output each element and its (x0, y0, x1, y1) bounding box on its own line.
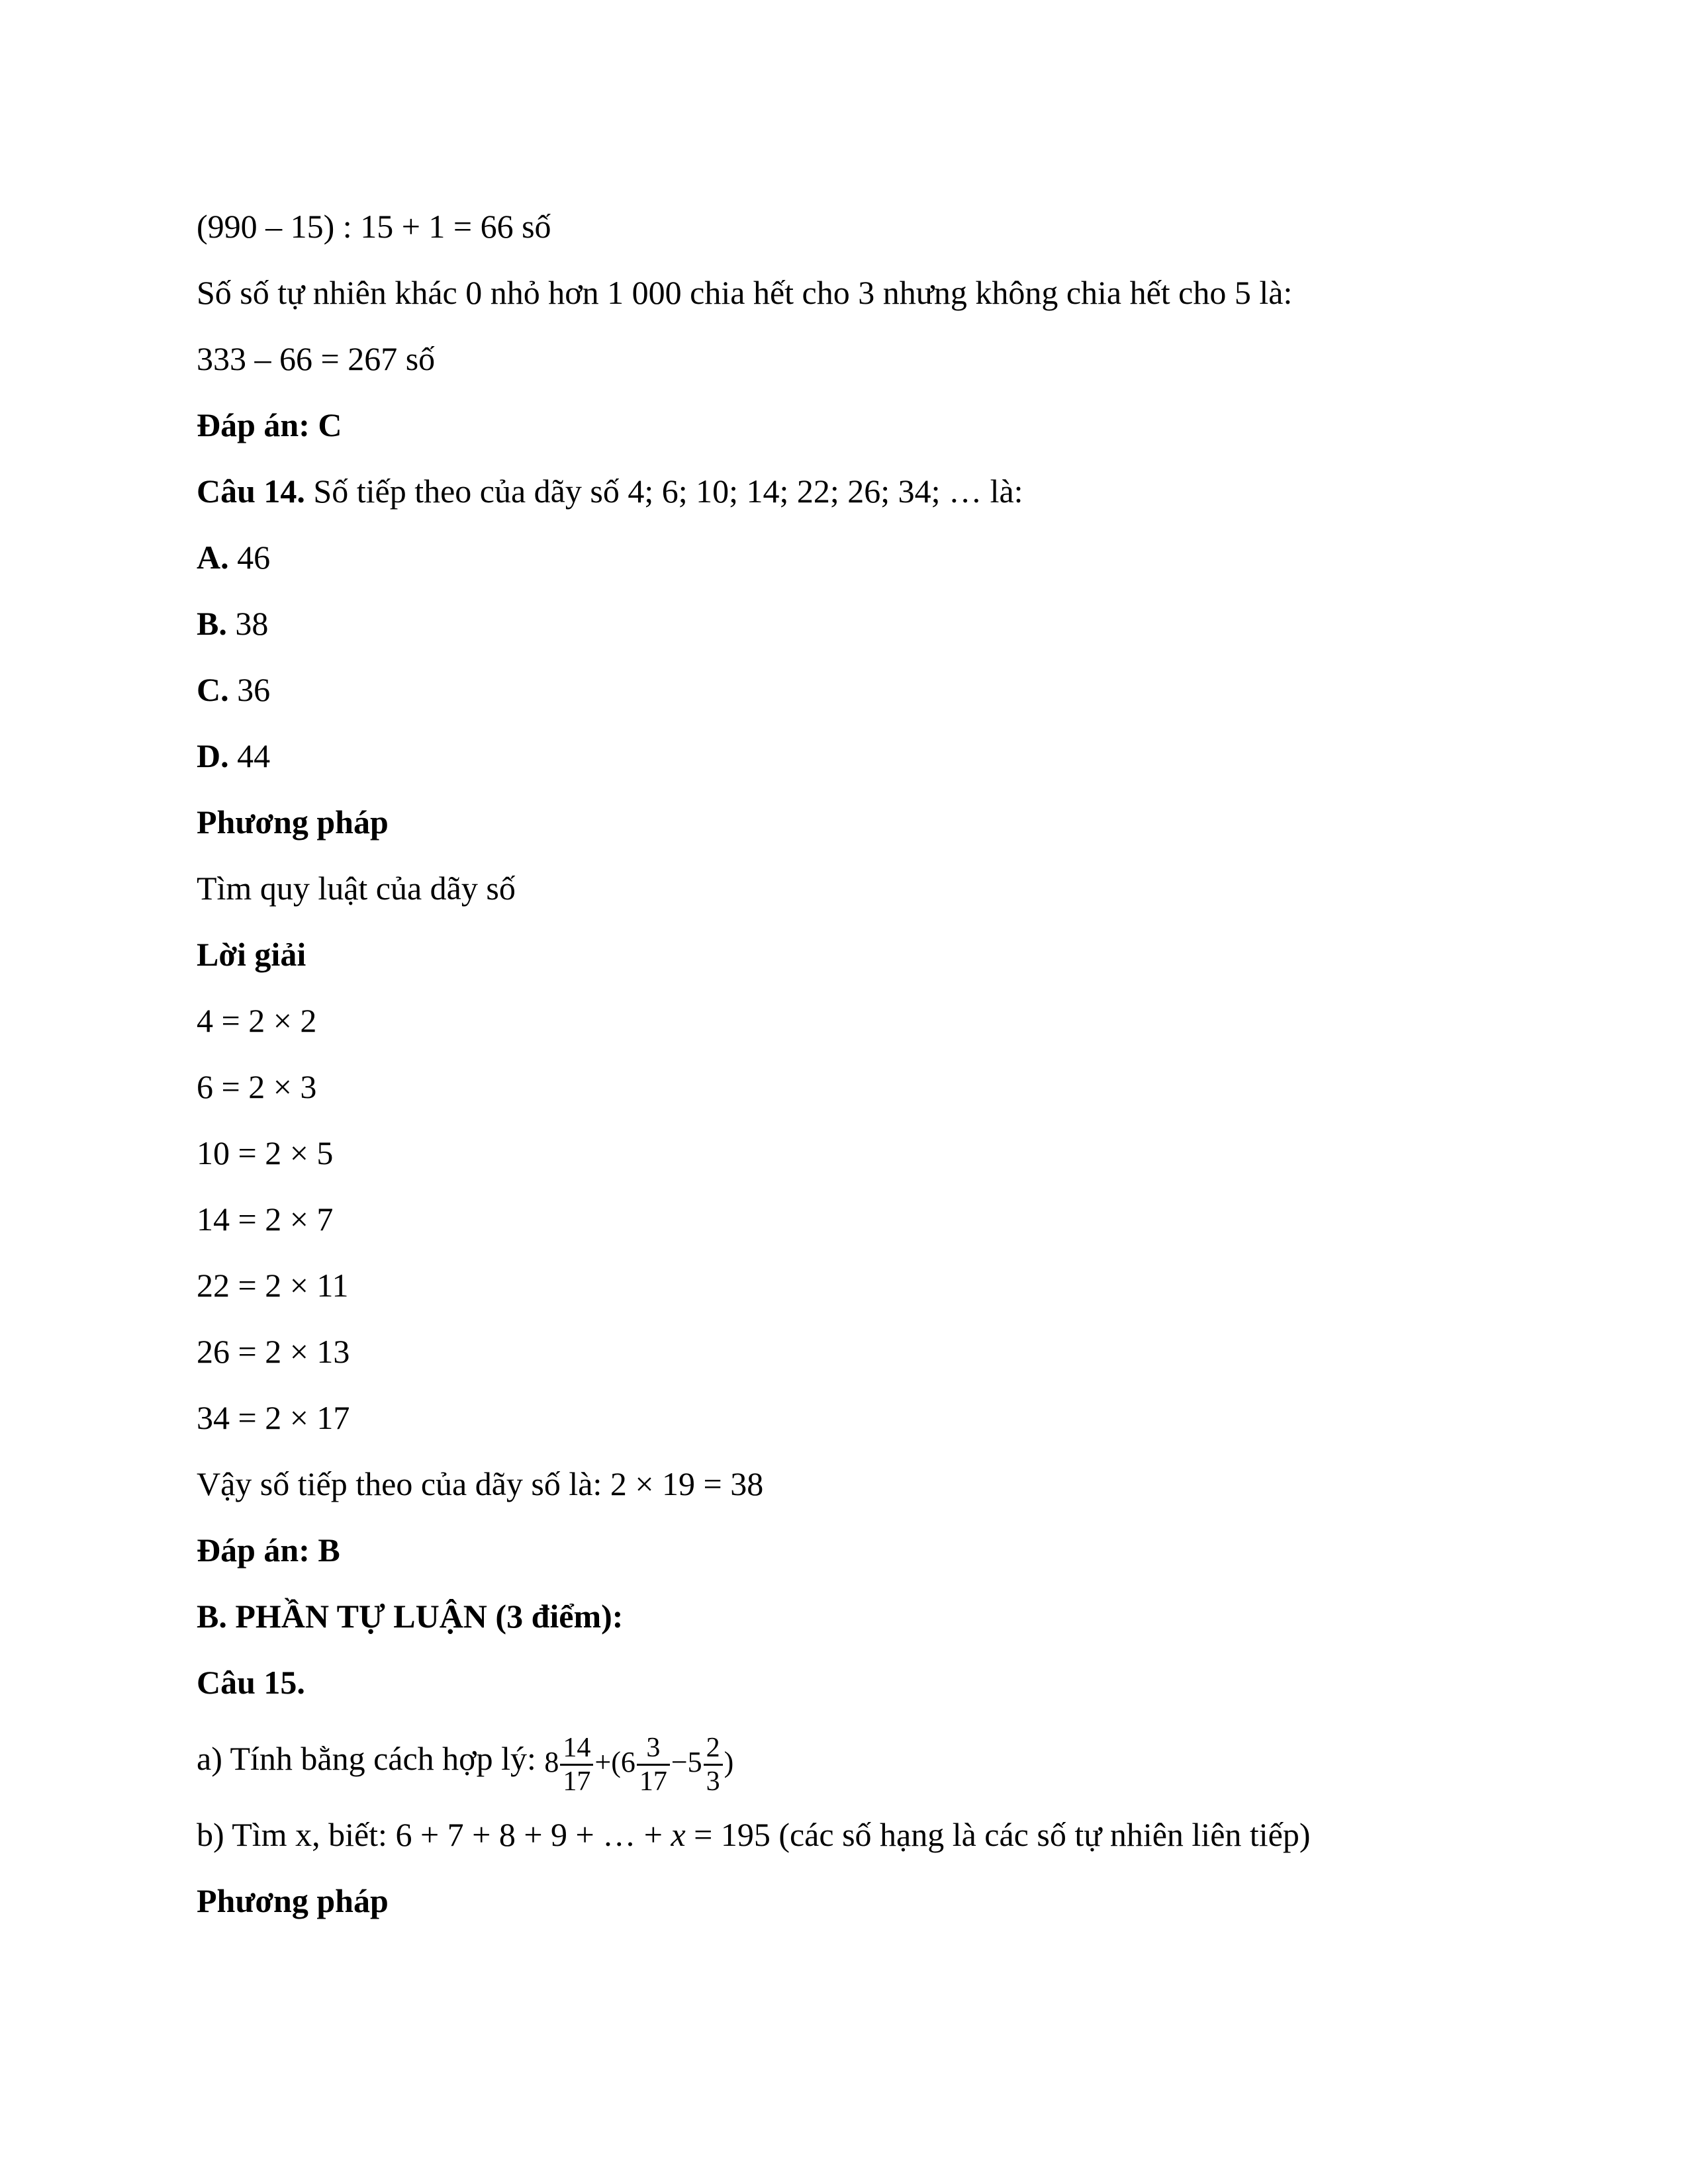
conclusion-q14: Vậy số tiếp theo của dãy số là: 2 × 19 = 38 (197, 1465, 764, 1502)
part-b-post: = 195 (các số hạng là các số tự nhiên liên tiếp) (685, 1816, 1311, 1853)
option-d (197, 723, 1507, 789)
question-14-label: Câu 14. (197, 473, 305, 510)
close-paren: ) (724, 1745, 734, 1778)
option-value: 38 (226, 605, 269, 642)
solution-step: 4 = 2 × 2 (197, 1002, 317, 1039)
denominator: 17 (563, 1766, 591, 1797)
question-14-text: Số tiếp theo của dãy số 4; 6; 10; 14; 22; 26; 34; … là: (305, 473, 1023, 510)
solution-step: 22 = 2 × 11 (197, 1267, 349, 1304)
option-value: 44 (228, 737, 271, 774)
whole-8: 8 (544, 1745, 559, 1778)
part-a-text: a) Tính bằng cách hợp lý: (197, 1740, 545, 1777)
fraction-14-17 (560, 1732, 593, 1797)
option-a (197, 524, 1507, 590)
option-letter: B. (197, 605, 227, 642)
question-14 (197, 458, 1507, 524)
variable-x: x (671, 1816, 686, 1853)
fraction-3-17 (637, 1732, 670, 1797)
question-15-label: Câu 15. (197, 1664, 305, 1701)
calc-line-267: 333 – 66 = 267 số (197, 340, 436, 377)
method-heading-q14: Phương pháp (197, 803, 389, 841)
part-b-pre: b) Tìm x, biết: 6 + 7 + 8 + 9 + … + (197, 1816, 671, 1853)
section-b-heading: B. PHẦN TỰ LUẬN (3 điểm): (197, 1598, 624, 1635)
solution-heading-q14: Lời giải (197, 936, 306, 973)
option-letter: A. (197, 539, 229, 576)
option-value: 36 (228, 671, 271, 708)
option-b (197, 590, 1507, 657)
solution-step: 34 = 2 × 17 (197, 1399, 350, 1436)
question-15b (197, 1801, 1507, 1868)
option-c (197, 657, 1507, 723)
operator-minus-5: −5 (671, 1745, 702, 1778)
document-page (197, 193, 1507, 1934)
denominator: 17 (639, 1766, 667, 1797)
option-value: 46 (228, 539, 271, 576)
numerator: 3 (637, 1732, 670, 1766)
numerator: 14 (560, 1732, 593, 1766)
numerator: 2 (704, 1732, 723, 1766)
math-expression (544, 1719, 733, 1805)
denominator: 3 (706, 1766, 720, 1797)
option-letter: D. (197, 737, 229, 774)
solution-step: 26 = 2 × 13 (197, 1333, 350, 1370)
count-statement: Số số tự nhiên khác 0 nhỏ hơn 1 000 chia hết cho 3 nhưng không chia hết cho 5 là: (197, 274, 1293, 311)
method-heading-q15: Phương pháp (197, 1882, 389, 1919)
fraction-2-3 (704, 1732, 723, 1797)
solution-step: 14 = 2 × 7 (197, 1201, 334, 1238)
solution-step: 10 = 2 × 5 (197, 1134, 334, 1171)
operator-plus-6: +(6 (594, 1745, 635, 1778)
option-letter: C. (197, 671, 229, 708)
solution-step: 6 = 2 × 3 (197, 1068, 317, 1105)
answer-q14: Đáp án: B (197, 1531, 340, 1569)
method-text-q14: Tìm quy luật của dãy số (197, 870, 516, 907)
calc-line-66: (990 – 15) : 15 + 1 = 66 số (197, 208, 551, 245)
answer-q13: Đáp án: C (197, 406, 342, 443)
question-15a (197, 1715, 1507, 1801)
